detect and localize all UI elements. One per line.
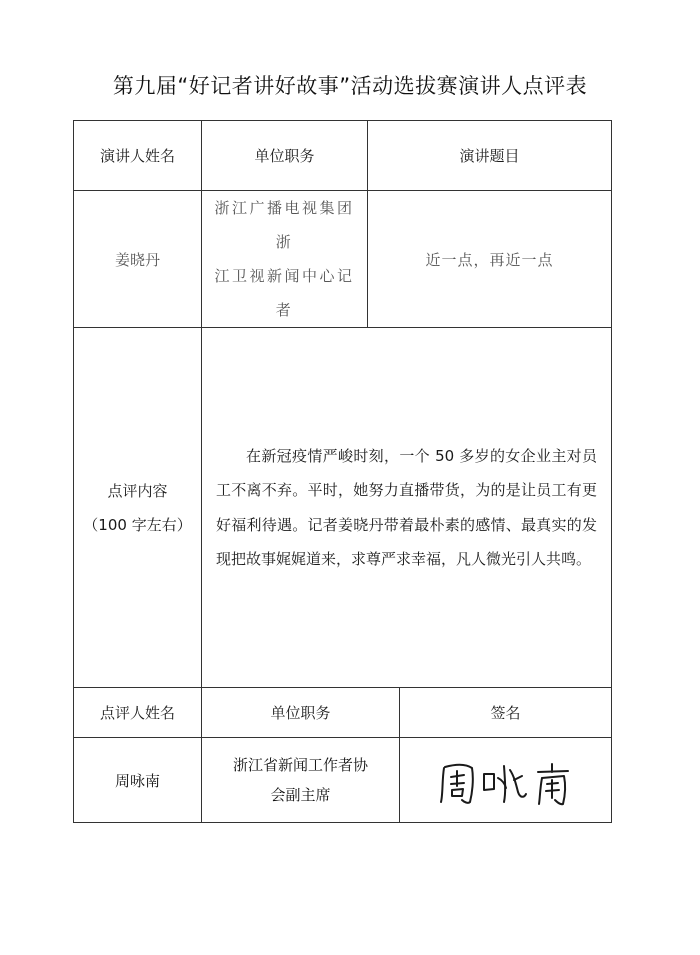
review-row [74,328,612,688]
topic-header: 演讲题目 [368,121,612,191]
speaker-unit-position-line2: 江卫视新闻中心记者 [214,267,355,319]
reviewer-row [74,738,612,823]
review-label-title: 点评内容 [107,481,168,500]
review-label [74,328,202,688]
reviewer-name-header: 点评人姓名 [74,688,202,738]
page-title: 第九届“好记者讲好故事”活动选拔赛演讲人点评表 [112,74,588,98]
review-text: 在新冠疫情严峻时刻，一个 50 多岁的女企业主对员工不离不弃。平时，她努力直播带货，为的是让员工有更好福利待遇。记者姜晓丹带着最朴素的感情、最真实的发现把故事娓娓道来，求尊严求幸福，凡人微光引人共鸣。 [216,446,597,568]
speech-topic: 近一点，再近一点 [368,191,612,328]
speaker-name-header: 演讲人姓名 [74,121,202,191]
reviewer-name: 周咏南 [74,738,202,823]
reviewer-unit-position [202,738,400,823]
review-content [202,328,612,688]
speaker-unit-position-line1: 浙江广播电视集团浙 [214,199,355,251]
speaker-unit-position [202,191,368,328]
evaluation-form-table [73,120,612,823]
speaker-name: 姜晓丹 [74,191,202,328]
speaker-row [74,191,612,328]
reviewer-unit-position-line1: 浙江省新闻工作者协 [232,756,368,774]
signature-header: 签名 [400,688,612,738]
signature-cell [400,738,612,823]
unit-position-header: 单位职务 [202,121,368,191]
speaker-header-row [74,121,612,191]
review-label-hint: （100 字左右） [83,515,192,534]
reviewer-unit-position-line2: 会副主席 [270,786,331,804]
reviewer-unit-position-header: 单位职务 [202,688,400,738]
handwritten-signature [426,750,586,810]
reviewer-header-row [74,688,612,738]
